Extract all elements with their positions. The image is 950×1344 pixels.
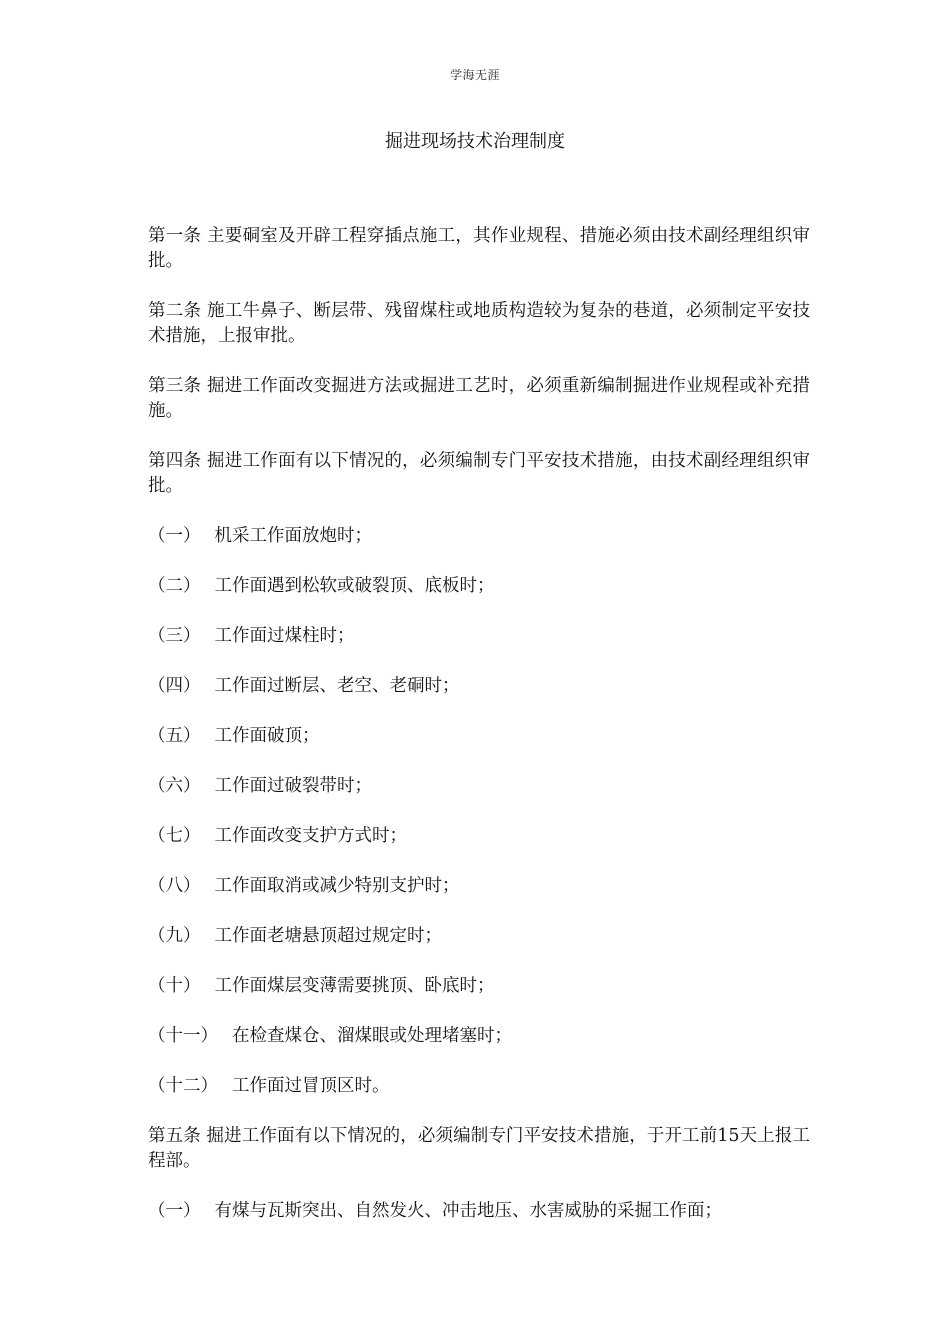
list-item	[148, 1024, 810, 1049]
list-item-number: （七）	[148, 826, 201, 846]
list-item	[148, 624, 810, 649]
list-item	[148, 924, 810, 949]
list-item	[148, 774, 810, 799]
list-item	[148, 674, 810, 699]
list-item-number: （三）	[148, 626, 201, 646]
list-item-number: （十二）	[148, 1076, 218, 1096]
list-item-text: 工作面老塘悬顶超过规定时；	[214, 926, 442, 946]
list-item-text: 工作面遇到松软或破裂顶、底板时；	[214, 576, 495, 596]
list-item	[148, 724, 810, 749]
list-item-text: 工作面过破裂带时；	[214, 776, 372, 796]
list-item-number: （九）	[148, 926, 201, 946]
document-body	[148, 224, 810, 1249]
list-item	[148, 1074, 810, 1099]
list-item-number: （一）	[148, 526, 201, 546]
list-item-text: 机采工作面放炮时；	[214, 526, 372, 546]
article-1: 第一条 主要硐室及开辟工程穿插点施工，其作业规程、措施必须由技术副经理组织审批。	[148, 226, 810, 271]
list-item	[148, 824, 810, 849]
article-4: 第四条 掘进工作面有以下情况的，必须编制专门平安技术措施，由技术副经理组织审批。	[148, 451, 810, 496]
list-item-number: （八）	[148, 876, 201, 896]
list-item-number: （四）	[148, 676, 201, 696]
article-5: 第五条 掘进工作面有以下情况的，必须编制专门平安技术措施，于开工前15天上报工程部。	[148, 1126, 810, 1171]
list-item-text: 工作面破顶；	[214, 726, 320, 746]
list-item-text: 在检查煤仓、溜煤眼或处理堵塞时；	[232, 1026, 512, 1046]
list-item-number: （十一）	[148, 1026, 218, 1046]
list-item-text: 工作面过断层、老空、老硐时；	[214, 676, 460, 696]
list-item-text: 工作面取消或减少特别支护时；	[214, 876, 460, 896]
list-item-number: （六）	[148, 776, 201, 796]
list-item	[148, 874, 810, 899]
list-item-text: 有煤与瓦斯突出、自然发火、冲击地压、水害威胁的采掘工作面；	[214, 1201, 722, 1221]
article-2: 第二条 施工牛鼻子、断层带、残留煤柱或地质构造较为复杂的巷道，必须制定平安技术措施，上报审批。	[148, 301, 810, 346]
list-item	[148, 524, 810, 549]
article-3: 第三条 掘进工作面改变掘进方法或掘进工艺时，必须重新编制掘进作业规程或补充措施。	[148, 376, 810, 421]
list-item-number: （二）	[148, 576, 201, 596]
list-item-text: 工作面煤层变薄需要挑顶、卧底时；	[214, 976, 495, 996]
list-item-number: （一）	[148, 1201, 201, 1221]
list-item-text: 工作面过冒顶区时。	[232, 1076, 390, 1096]
document-title: 掘进现场技术治理制度	[385, 131, 565, 152]
list-item-text: 工作面过煤柱时；	[214, 626, 355, 646]
list-item	[148, 574, 810, 599]
list-item	[148, 974, 810, 999]
list-item-number: （十）	[148, 976, 201, 996]
list-item-text: 工作面改变支护方式时；	[214, 826, 407, 846]
list-item	[148, 1199, 810, 1224]
page-header: 学海无涯	[449, 68, 500, 82]
list-item-number: （五）	[148, 726, 201, 746]
